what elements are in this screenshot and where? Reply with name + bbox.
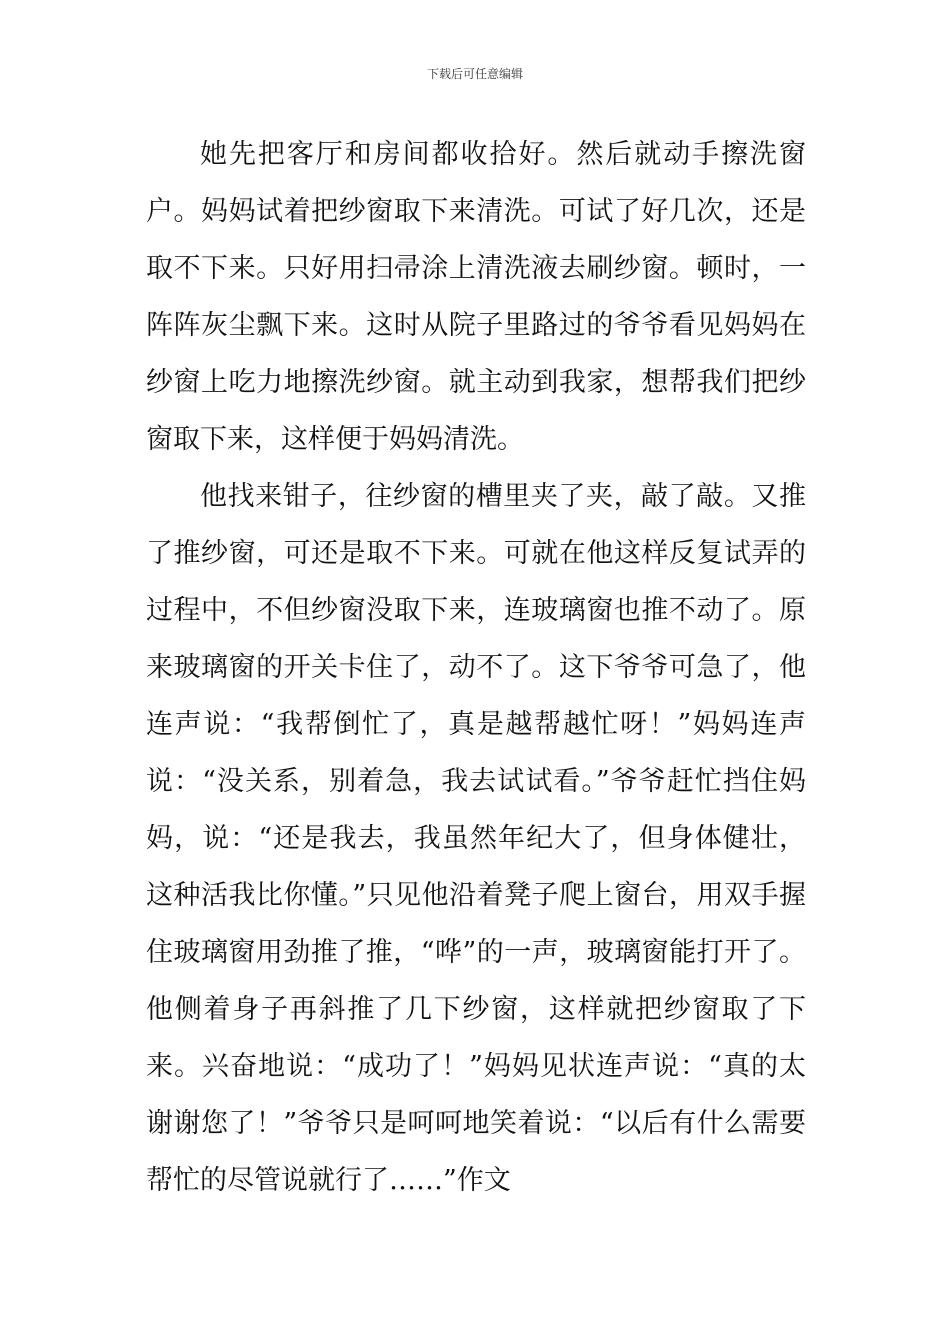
paragraph-1: 她先把客厅和房间都收拾好。然后就动手擦洗窗户。妈妈试着把纱窗取下来清洗。可试了好几次，还是取不下来。只好用扫帚涂上清洗液去刷纱窗。顿时，一阵阵灰尘飘下来。这时从院子里路过的爷爷看见妈妈在纱窗上吃力地擦洗纱窗。就主动到我家，想帮我们把纱窗取下来，这样便于妈妈清洗。	[146, 139, 806, 455]
document-body	[146, 126, 806, 1209]
paragraph-2: 他找来钳子，往纱窗的槽里夹了夹，敲了敲。又推了推纱窗，可还是取不下来。可就在他这样反复试弄的过程中，不但纱窗没取下来，连玻璃窗也推不动了。原来玻璃窗的开关卡住了，动不了。这下爷爷可急了，他连声说：“我帮倒忙了，真是越帮越忙呀！”妈妈连声说：“没关系，别着急，我去试试看。”爷爷赶忙挡住妈妈，说：“还是我去，我虽然年纪大了，但身体健壮，这种活我比你懂。”只见他沿着凳子爬上窗台，用双手握住玻璃窗用劲推了推，“哗”的一声，玻璃窗能打开了。他侧着身子再斜推了几下纱窗，这样就把纱窗取了下来。兴奋地说：“成功了！”妈妈见状连声说：“真的太谢谢您了！”爷爷只是呵呵地笑着说：“以后有什么需要帮忙的尽管说就行了……”作文	[146, 481, 806, 1196]
page-header: 下载后可任意编辑	[426, 67, 523, 81]
